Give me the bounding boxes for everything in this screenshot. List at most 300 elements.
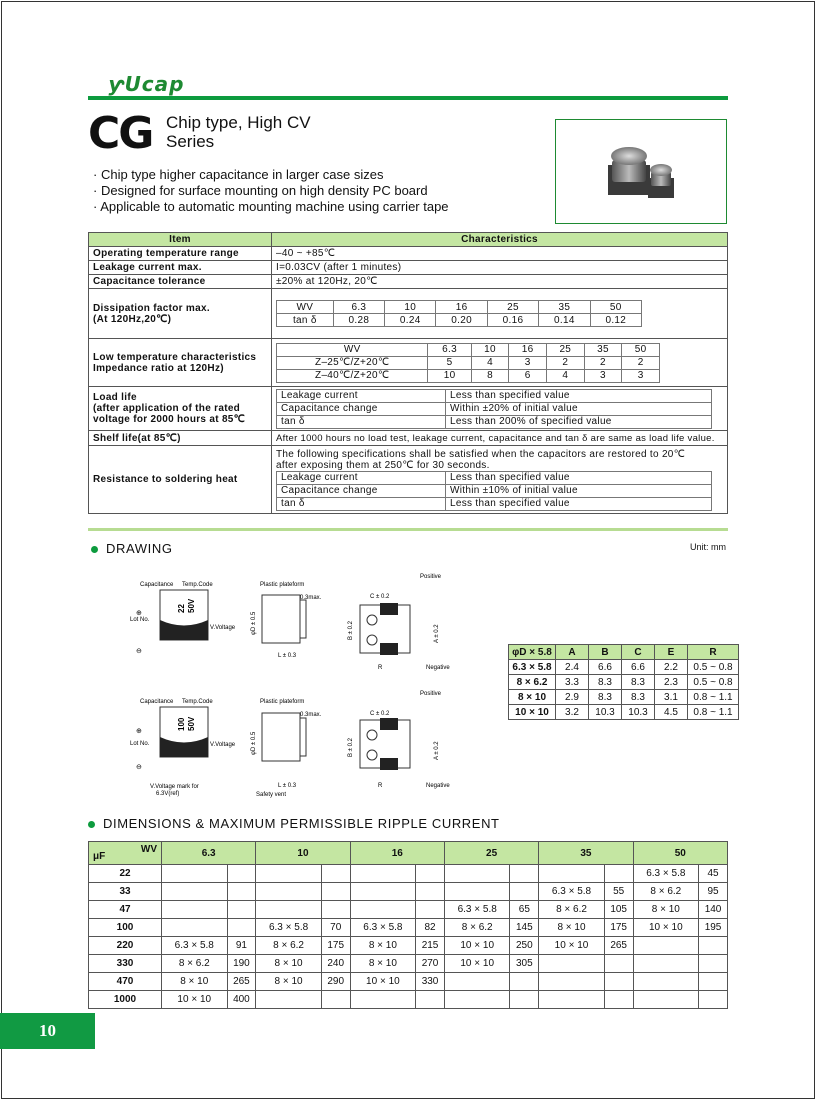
df-label-line2: (At 120Hz,20℃) — [93, 313, 172, 325]
dim-cell: 8 × 10 — [509, 690, 556, 705]
dim-cell: 8.3 — [589, 690, 622, 705]
dim-cell: 3.1 — [655, 690, 688, 705]
ripple-current-cell: 250 — [510, 937, 539, 955]
label-plastic: Plastic plateform — [260, 582, 305, 588]
lt-wv: 35 — [584, 343, 622, 356]
ripple-heading — [88, 816, 500, 831]
leak-label: Leakage current max. — [89, 261, 272, 275]
series-code: CG — [88, 108, 153, 159]
ll-cell — [272, 387, 728, 431]
case-size-cell — [633, 937, 699, 955]
ripple-current-cell: 190 — [227, 955, 256, 973]
label-capacitance: Capacitance — [140, 699, 174, 705]
ll-label-line1: Load life — [93, 392, 137, 403]
dim-cell: 6.6 — [622, 660, 655, 675]
case-size-cell: 6.3 × 5.8 — [162, 937, 228, 955]
ripple-row — [89, 991, 728, 1009]
label-capacitance: Capacitance — [140, 582, 174, 588]
dim-cell: 2.2 — [655, 660, 688, 675]
sold-table — [276, 471, 712, 511]
df-wv: 35 — [539, 301, 590, 314]
case-size-cell — [633, 973, 699, 991]
label-temp: Temp.Code — [182, 699, 213, 705]
voltage-header: 25 — [444, 842, 538, 865]
ripple-row — [89, 865, 728, 883]
dim-header: B — [589, 645, 622, 660]
lt-r2: 6 — [509, 369, 547, 382]
label-lotno: Lot No. — [130, 617, 150, 623]
case-size-cell: 8 × 10 — [256, 973, 322, 991]
ripple-current-cell — [416, 883, 445, 901]
capacitance-cell: 100 — [89, 919, 162, 937]
case-size-cell — [350, 883, 416, 901]
sold-note: The following specifications shall be satisfied when the capacitors are restored to 20℃ — [276, 448, 686, 460]
bullet-icon — [88, 821, 95, 828]
ripple-current-cell — [604, 973, 633, 991]
ripple-body — [89, 865, 728, 1009]
sold-label: Resistance to soldering heat — [89, 446, 272, 514]
dim-cell: 8.3 — [589, 675, 622, 690]
dim-cell: 8 × 6.2 — [509, 675, 556, 690]
sold-item: Leakage current — [277, 471, 446, 484]
lt-r1: 2 — [584, 356, 622, 369]
front-view-2 — [348, 691, 450, 789]
df-wv: 25 — [487, 301, 538, 314]
case-size-cell — [539, 955, 605, 973]
ripple-current-cell: 400 — [227, 991, 256, 1009]
ll-label-line3: voltage for 2000 hours at 85℃ — [93, 414, 246, 425]
case-size-cell — [444, 883, 510, 901]
ripple-current-cell: 330 — [416, 973, 445, 991]
df-tan: 0.28 — [333, 314, 384, 327]
dim-row — [509, 705, 739, 720]
ripple-current-cell — [416, 991, 445, 1009]
ripple-current-cell: 55 — [604, 883, 633, 901]
sold-note: after exposing them at 250℃ for 30 seconds. — [276, 459, 490, 471]
capacitor-photo-image — [556, 120, 726, 223]
label-negative: Negative — [426, 783, 450, 789]
label-r: R — [378, 665, 383, 671]
ripple-current-cell: 105 — [604, 901, 633, 919]
ripple-current-cell — [699, 937, 728, 955]
ripple-current-cell — [227, 919, 256, 937]
lt-r1: 4 — [471, 356, 509, 369]
ll-label — [89, 387, 272, 431]
label-plastic: Plastic plateform — [260, 699, 305, 705]
label-voltage: V.Voltage — [210, 742, 236, 748]
series-title-line1: Chip type, High CV — [166, 113, 311, 132]
lt-r2: 4 — [546, 369, 584, 382]
page-number: 10 — [0, 1013, 95, 1049]
case-size-cell — [256, 991, 322, 1009]
case-size-cell — [256, 865, 322, 883]
label-l: L ± 0.3 — [278, 783, 297, 789]
ripple-current-cell: 140 — [699, 901, 728, 919]
ripple-current-cell: 70 — [321, 919, 350, 937]
dim-row — [509, 675, 739, 690]
ripple-current-cell: 305 — [510, 955, 539, 973]
section-divider — [88, 528, 728, 531]
df-label — [89, 289, 272, 339]
ripple-current-cell — [321, 883, 350, 901]
case-size-cell — [350, 901, 416, 919]
dim-cell: 8.3 — [622, 690, 655, 705]
lt-table — [276, 343, 660, 383]
unit-label: Unit: mm — [690, 542, 726, 552]
lt-r2: 3 — [622, 369, 660, 382]
dim-row — [509, 660, 739, 675]
voltage-header: 10 — [256, 842, 350, 865]
dim-cell: 2.4 — [556, 660, 589, 675]
dim-row — [509, 690, 739, 705]
cap-tol-value: ±20% at 120Hz, 20℃ — [272, 275, 728, 289]
label-vmark: V.Voltage mark for — [150, 784, 199, 790]
lt-r1: Z–25℃/Z+20℃ — [277, 356, 428, 369]
ripple-current-cell — [321, 865, 350, 883]
ripple-current-cell — [227, 901, 256, 919]
dimension-drawing — [120, 565, 460, 805]
ll-value: Less than specified value — [446, 389, 712, 402]
case-size-cell: 8 × 10 — [162, 973, 228, 991]
case-size-cell: 10 × 10 — [633, 919, 699, 937]
df-wv: 16 — [436, 301, 487, 314]
case-size-cell: 8 × 10 — [633, 901, 699, 919]
series-title — [166, 113, 311, 151]
ll-label-line2: (after application of the rated — [93, 403, 241, 414]
svg-text:⊖: ⊖ — [136, 764, 142, 771]
label-d: φD ± 0.5 — [251, 731, 257, 755]
capacitance-cell: 470 — [89, 973, 162, 991]
ripple-current-cell — [416, 901, 445, 919]
front-view-1 — [348, 574, 450, 671]
dim-cell: 3.3 — [556, 675, 589, 690]
ripple-current-cell: 265 — [604, 937, 633, 955]
case-size-cell: 6.3 × 5.8 — [350, 919, 416, 937]
lt-r2: Z–40℃/Z+20℃ — [277, 369, 428, 382]
series-title-line2: Series — [166, 132, 215, 151]
ll-value: Within ±20% of initial value — [446, 402, 712, 415]
voltage-header: 6.3 — [162, 842, 256, 865]
feature-item: · Designed for surface mounting on high density PC board — [93, 183, 449, 199]
ripple-current-cell — [227, 883, 256, 901]
case-size-cell — [162, 919, 228, 937]
case-size-cell — [162, 865, 228, 883]
drawing-heading — [91, 541, 173, 556]
df-cell — [272, 289, 728, 339]
case-size-cell — [162, 883, 228, 901]
ripple-current-cell: 265 — [227, 973, 256, 991]
dim-cell: 4.5 — [655, 705, 688, 720]
dim-cell: 0.8 ~ 1.1 — [688, 690, 739, 705]
col-char-header: Characteristics — [272, 233, 728, 247]
brand-logo: ƴUcap — [108, 72, 185, 96]
dim-cell: 6.3 × 5.8 — [509, 660, 556, 675]
case-size-cell: 8 × 10 — [539, 919, 605, 937]
ll-value: Less than 200% of specified value — [446, 415, 712, 428]
ripple-current-cell: 175 — [321, 937, 350, 955]
ll-item: Capacitance change — [277, 402, 446, 415]
dim-header: A — [556, 645, 589, 660]
cap-value: 22 — [177, 604, 186, 613]
ripple-table — [88, 841, 728, 1009]
case-size-cell: 6.3 × 5.8 — [256, 919, 322, 937]
op-temp-label: Operating temperature range — [89, 247, 272, 261]
dim-header: R — [688, 645, 739, 660]
ripple-current-cell — [699, 991, 728, 1009]
case-size-cell: 10 × 10 — [162, 991, 228, 1009]
df-tan: 0.20 — [436, 314, 487, 327]
ripple-current-cell — [321, 901, 350, 919]
df-tan: 0.16 — [487, 314, 538, 327]
case-size-cell: 8 × 6.2 — [444, 919, 510, 937]
spec-table — [88, 232, 728, 514]
capacitance-cell: 1000 — [89, 991, 162, 1009]
sold-cell — [272, 446, 728, 514]
ripple-current-cell — [321, 991, 350, 1009]
dim-cell: 2.3 — [655, 675, 688, 690]
case-size-cell: 8 × 10 — [256, 955, 322, 973]
ripple-current-cell — [604, 955, 633, 973]
volt-value: 50V — [187, 598, 196, 613]
lt-r2: 3 — [584, 369, 622, 382]
lt-cell — [272, 339, 728, 387]
ripple-current-cell: 270 — [416, 955, 445, 973]
df-wv: 6.3 — [333, 301, 384, 314]
dim-cell: 10 × 10 — [509, 705, 556, 720]
case-size-cell — [444, 865, 510, 883]
wv-label: WV — [140, 844, 157, 855]
case-size-cell — [350, 865, 416, 883]
label-c: C ± 0.2 — [370, 711, 390, 717]
label-b: B ± 0.2 — [348, 621, 354, 640]
lt-wv: 6.3 — [428, 343, 471, 356]
capacitance-cell: 33 — [89, 883, 162, 901]
ripple-current-cell: 145 — [510, 919, 539, 937]
label-vmark2: 6.3V(ref) — [156, 791, 180, 797]
lt-label-line1: Low temperature characteristics — [93, 351, 257, 363]
case-size-cell: 8 × 10 — [350, 955, 416, 973]
lt-wv: WV — [277, 343, 428, 356]
ripple-row — [89, 937, 728, 955]
label-d: φD ± 0.5 — [251, 611, 257, 635]
df-wv: 10 — [385, 301, 436, 314]
side-view-2 — [251, 699, 322, 798]
ripple-current-cell — [604, 865, 633, 883]
ripple-current-cell: 82 — [416, 919, 445, 937]
sold-value: Within ±10% of initial value — [446, 484, 712, 497]
feature-item: · Chip type higher capacitance in larger case sizes — [93, 167, 449, 183]
case-size-cell — [444, 973, 510, 991]
df-tan: 0.14 — [539, 314, 590, 327]
dimension-table — [508, 644, 739, 720]
shelf-label: Shelf life(at 85℃) — [89, 431, 272, 446]
drawing-title: DRAWING — [106, 541, 173, 556]
case-size-cell — [162, 901, 228, 919]
wv-uf-header — [89, 842, 162, 865]
ripple-row — [89, 901, 728, 919]
df-label-line1: Dissipation factor max. — [93, 302, 210, 314]
ripple-current-cell: 215 — [416, 937, 445, 955]
voltage-header: 35 — [539, 842, 633, 865]
capacitance-cell: 47 — [89, 901, 162, 919]
label-b: B ± 0.2 — [348, 738, 354, 757]
volt-value: 50V — [187, 716, 196, 731]
label-lotno: Lot No. — [130, 741, 150, 747]
ripple-current-cell — [699, 955, 728, 973]
ripple-current-cell: 290 — [321, 973, 350, 991]
case-size-cell — [350, 991, 416, 1009]
ripple-current-cell — [510, 991, 539, 1009]
ripple-current-cell: 95 — [699, 883, 728, 901]
svg-text:⊕: ⊕ — [136, 610, 142, 617]
feature-list — [93, 167, 449, 215]
dim-cell: 0.5 ~ 0.8 — [688, 660, 739, 675]
lt-r1: 3 — [509, 356, 547, 369]
uf-label: μF — [93, 851, 106, 862]
header-rule — [88, 96, 728, 100]
ripple-current-cell: 65 — [510, 901, 539, 919]
case-size-cell: 10 × 10 — [444, 937, 510, 955]
ll-table — [276, 389, 712, 429]
ripple-current-cell: 195 — [699, 919, 728, 937]
ripple-current-cell — [510, 865, 539, 883]
ripple-current-cell: 45 — [699, 865, 728, 883]
df-tan: 0.24 — [385, 314, 436, 327]
case-size-cell: 10 × 10 — [350, 973, 416, 991]
leak-value: I=0.03CV (after 1 minutes) — [272, 261, 728, 275]
shelf-value: After 1000 hours no load test, leakage current, capacitance and tan δ are same as load life value. — [272, 431, 728, 446]
case-size-cell — [256, 883, 322, 901]
capacitance-cell: 22 — [89, 865, 162, 883]
label-safety: Safety vent — [256, 792, 287, 798]
lt-wv: 10 — [471, 343, 509, 356]
lt-wv: 25 — [546, 343, 584, 356]
case-size-cell — [633, 991, 699, 1009]
case-size-cell: 8 × 10 — [350, 937, 416, 955]
case-size-cell — [633, 955, 699, 973]
ripple-row — [89, 919, 728, 937]
dim-cell: 2.9 — [556, 690, 589, 705]
lt-r1: 5 — [428, 356, 471, 369]
dim-header: φD × 5.8 — [509, 645, 556, 660]
df-table — [276, 300, 642, 327]
case-size-cell — [539, 991, 605, 1009]
df-wv: WV — [277, 301, 334, 314]
product-photo — [555, 119, 727, 224]
lt-r2: 10 — [428, 369, 471, 382]
case-size-cell — [256, 901, 322, 919]
svg-text:⊕: ⊕ — [136, 728, 142, 735]
case-size-cell: 6.3 × 5.8 — [539, 883, 605, 901]
ripple-current-cell: 175 — [604, 919, 633, 937]
dim-header: E — [655, 645, 688, 660]
ripple-current-cell — [510, 973, 539, 991]
dim-cell: 10.3 — [589, 705, 622, 720]
op-temp-value: –40 ~ +85℃ — [272, 247, 728, 261]
col-item-header: Item — [89, 233, 272, 247]
ripple-current-cell — [604, 991, 633, 1009]
cap-tol-label: Capacitance tolerance — [89, 275, 272, 289]
lt-label — [89, 339, 272, 387]
ripple-title: DIMENSIONS & MAXIMUM PERMISSIBLE RIPPLE CURRENT — [103, 816, 500, 831]
ripple-current-cell: 240 — [321, 955, 350, 973]
case-size-cell: 8 × 6.2 — [633, 883, 699, 901]
top-view-2 — [130, 699, 236, 797]
label-a: A ± 0.2 — [434, 624, 440, 643]
lt-r1: 2 — [622, 356, 660, 369]
bullet-icon — [91, 546, 98, 553]
case-size-cell: 10 × 10 — [539, 937, 605, 955]
svg-text:⊖: ⊖ — [136, 648, 142, 655]
cap-value: 100 — [177, 717, 186, 731]
label-negative: Negative — [426, 665, 450, 671]
dim-header: C — [622, 645, 655, 660]
label-03max: 0.3max. — [300, 712, 322, 718]
label-voltage: V.Voltage — [210, 625, 236, 631]
case-size-cell: 8 × 6.2 — [256, 937, 322, 955]
case-size-cell: 10 × 10 — [444, 955, 510, 973]
lt-r1: 2 — [546, 356, 584, 369]
label-c: C ± 0.2 — [370, 594, 390, 600]
case-size-cell — [539, 865, 605, 883]
lt-label-line2: Impedance ratio at 120Hz) — [93, 362, 224, 374]
dim-cell: 10.3 — [622, 705, 655, 720]
ll-item: tan δ — [277, 415, 446, 428]
dim-cell: 6.6 — [589, 660, 622, 675]
voltage-header: 50 — [633, 842, 727, 865]
ll-item: Leakage current — [277, 389, 446, 402]
case-size-cell: 8 × 6.2 — [539, 901, 605, 919]
ripple-current-cell — [510, 883, 539, 901]
lt-wv: 50 — [622, 343, 660, 356]
ripple-row — [89, 973, 728, 991]
ripple-row — [89, 955, 728, 973]
ripple-current-cell — [227, 865, 256, 883]
side-view-1 — [251, 582, 322, 659]
sold-value: Less than specified value — [446, 471, 712, 484]
label-positive: Positive — [420, 691, 442, 697]
label-positive: Positive — [420, 574, 442, 580]
lt-r2: 8 — [471, 369, 509, 382]
dim-cell: 8.3 — [622, 675, 655, 690]
capacitance-cell: 330 — [89, 955, 162, 973]
label-r: R — [378, 783, 383, 789]
sold-value: Less than specified value — [446, 497, 712, 510]
label-03max: 0.3max. — [300, 595, 322, 601]
df-tan: 0.12 — [590, 314, 641, 327]
df-tan: tan δ — [277, 314, 334, 327]
ripple-current-cell: 91 — [227, 937, 256, 955]
dim-cell: 0.5 ~ 0.8 — [688, 675, 739, 690]
sold-item: tan δ — [277, 497, 446, 510]
label-a: A ± 0.2 — [434, 741, 440, 760]
top-view-1 — [130, 582, 236, 655]
df-wv: 50 — [590, 301, 641, 314]
capacitance-cell: 220 — [89, 937, 162, 955]
voltage-header: 16 — [350, 842, 444, 865]
lt-wv: 16 — [509, 343, 547, 356]
ripple-current-cell — [416, 865, 445, 883]
case-size-cell: 6.3 × 5.8 — [444, 901, 510, 919]
label-l: L ± 0.3 — [278, 653, 297, 659]
sold-item: Capacitance change — [277, 484, 446, 497]
dim-cell: 0.8 ~ 1.1 — [688, 705, 739, 720]
feature-item: · Applicable to automatic mounting machine using carrier tape — [93, 199, 449, 215]
case-size-cell: 8 × 6.2 — [162, 955, 228, 973]
ripple-current-cell — [699, 973, 728, 991]
dim-cell: 3.2 — [556, 705, 589, 720]
case-size-cell — [444, 991, 510, 1009]
